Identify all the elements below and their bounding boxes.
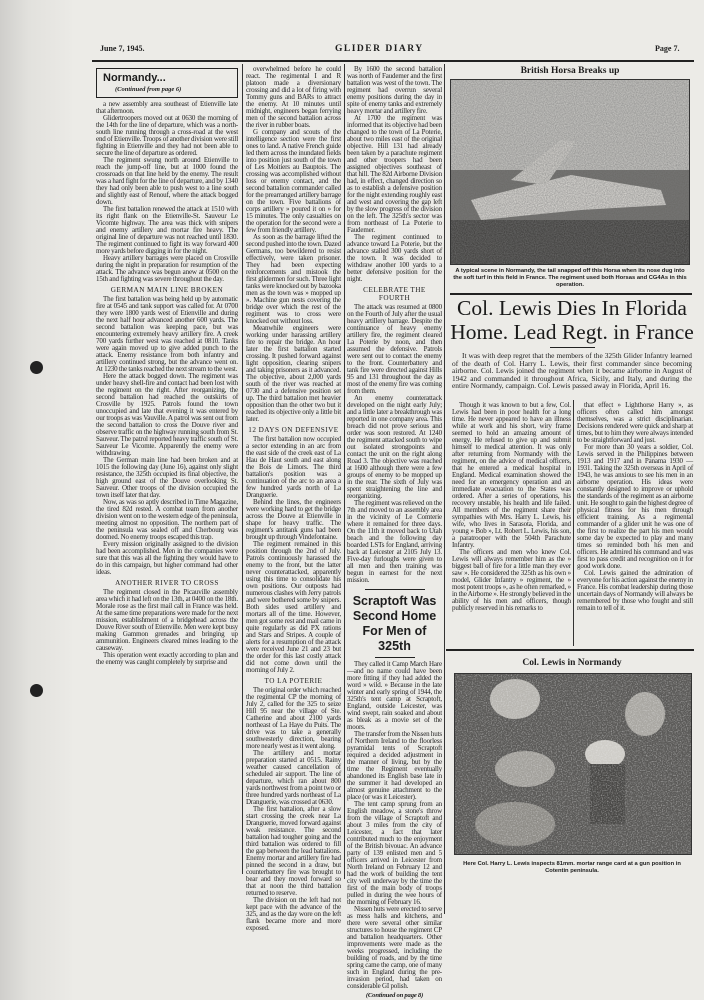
horsa-glider-photo bbox=[450, 79, 690, 265]
paragraph: As soon as the barrage lifted the second pushed into the town. Dazed Germans, too bewildered to resist effectively, were taken prisoner. They had been expecting reinforcements and mistook the first glidermen for such. Three light tanks were knocked out by bazooka men as the town was » mopped up ». Machine gun nests covering the bridge over which the rest of the regiment was to cross were knocked out without loss. bbox=[246, 233, 341, 325]
paragraph: For more than 30 years a soldier, Col. Lewis served in the Philippines between 1913 and 1917 and in Panama 1930 — 1931. Taking the 325th overseas in April of 1943, he was anxious to see his men in an airborne operation. His ideas were constantly designed to improve or uphold the standards of the regiment as an airborne unit. He sought to gain the highest degree of physical fitness for his men through efficient training. As a regimental commander of a glider unit he was one of the first to realize the part his men would some day be expected to play and many times so reminded both his men and officers. He admired his command and was first to pass credit and recognition on it for good work done. bbox=[577, 443, 693, 570]
lewis-lead: It was with deep regret that the members of the 325th Glider Infantry learned of the death of Col. Harry L. Lewis, their first commander since becoming airborne. Col. Lewis joined the regiment when it became airborne in August of 1942 and commanded it throughout Africa, Sicily, and Italy, and during the entire Normandy, campaign. Col. Lewis passed away in Florida, April 16. bbox=[452, 351, 692, 391]
paragraph: Now, as was so aptly described in Time Magazine, the tired 82d rested. A combat team from another division went on to the western edge of the peninsula, meeting almost no opposition. The northern part of the peninsula was sealed off and Cherbourg was doomed. No enemy troops escaped this trap. bbox=[96, 498, 238, 541]
paragraph: The artillery and mortar preparation started at 0515. Rainy weather caused cancellation of scheduled air support. The line of departure, which ran about 800 yards northwest from a point two or three hundred yards northeast of La Dranguerie, was crossed at 0630. bbox=[246, 749, 341, 806]
column-1 bbox=[96, 101, 238, 666]
paragraph: Meanwhile engineers were working under harassing artillery fire to repair the bridge. An hour later the first battalion started crossing. It pushed forward against light opposition, clearing snipers and taking prisoners as it advanced. The objective, about 2,000 yards south of the river was reached at 0730 and a defensive position set up. The third battalion met heavier opposition than the other two but it reached its objective only a little bit later. bbox=[246, 324, 341, 423]
section-heading: TO LA POTERIE bbox=[264, 677, 323, 685]
continued-from: (Continued from page 6) bbox=[115, 86, 182, 93]
column-divider bbox=[242, 64, 243, 874]
paragraph: Nissen huts were erected to serve as mess halls and kitchens, and there were several other similar structures to house the regiment CP and battalion headquarters. Other improvements were made as the weeks progressed, including the building of roads, and by the time spring came the camp, one of many such in England during the pre-invasion period, had taken on considerable GI polish. bbox=[347, 905, 442, 990]
paragraph: At 1700 the regiment was informed that its objective had been changed to the town of La Poterie, about two miles east of the original objective. Hill 131 had already been taken by a parachute regiment and other troopers had been assigned objectives southeast of that hill. The 82d Airborne Division had, in effect, changed direction so as to establish a defensive position for the night extending roughly east and west and covering the gap left by the slow progress of the division on the left. The 325th's sector was from northeast of La Poterie to Faudemer. bbox=[347, 114, 442, 234]
paragraph: The first battalion, after a slow start crossing the creek near La Dranguerie, moved forward against weak resistance. The second battalion had tougher going and the third battalion was ordered to fill the gap between the lead battalions. Enemy mortar and artillery fire had pinned the second in a draw, but counterbattery fire was brought to bear and they moved forward so that at noon the third battalion returned to reserve. bbox=[246, 805, 341, 897]
paragraph: The regiment closed in the Picauville assembly area which it had left on the 13th, at 0400 on the 18th. Morale rose as the first mail call in France was held. At the same time preparations were made for the next mission, establishment of a bridgehead across the Douve River south of Etienville. Men were kept busy making Gammon grenades and bringing up ammunition. Engineers cleared mines leading to the causeway. bbox=[96, 588, 238, 652]
section-rule bbox=[446, 649, 694, 651]
lewis-column-right bbox=[577, 402, 693, 612]
paragraph: overwhelmed before he could react. The regimental I and R platoon made a diversionary crossing and did a lot of firing with Tommy guns and BARs to attract the enemy. At 10 minutes until midnight, engineers began ferrying men of the second battalion across the river in rubber boats. bbox=[246, 65, 341, 129]
paragraph: The first battalion renewed the attack at 1510 with its right flank on the Etienville-St. Sauveur Le Vicomte highway. The area was thick with snipers and enemy artillery and mortar fire heavy. The original line of departure was not reached until 1830. The regiment continued to fight its way forward 400 more yards before digging in for the night. bbox=[96, 205, 238, 255]
photo2-caption: Here Col. Harry L. Lewis inspects 81mm. mortar range card at a gun position in Cotentin peninsula. bbox=[463, 861, 681, 874]
paragraph: They called it Camp March Hare—and no name could have been more fitting if they had added the word » wild. » Because in the late winter and early spring of 1944, the 325th's tent camp at Scraptoft, England, outside Leicester, was wind swept, rain soaked and about as bleak as a movie set of the moors. bbox=[347, 660, 442, 731]
paragraph: Behind the lines, the engineers were working hard to get the bridge across the Douve at Etienville in shape for heavy traffic. The regiment's antitank guns had been brought up through Vindefontaine. bbox=[246, 498, 341, 541]
paragraph: The division on the left had not kept pace with the advance of the 325, and as the day wore on the left flank became more and more exposed. bbox=[246, 896, 341, 932]
photo1-caption: A typical scene in Normandy, the tail snapped off this Horsa when its nose dug into the soft turf in this field in France. The regiment used both Horsas and CG4As in this operation. bbox=[453, 268, 687, 288]
paragraph: An enemy counterattack developed on the night early July; and a little later a breakthrough was reported in one company area. This breach did not prove serious and order was soon restored. At 1240 the regiment attacked south to wipe out isolated strongpoints and contact the unit on the right along Road 3. The objective was reached at 1600 although there were a few groups of enemy to be mopped up in the rear. The sixth of July was spent straightening the line and reorganizing. bbox=[347, 394, 442, 500]
continued-on: (Continued on page 8) bbox=[365, 992, 424, 999]
paragraph: The attack was resumed at 0800 on the Fourth of July after the usual heavy artillery barrage. Despite the continuance of heavy enemy artillery fire, the regiment cleared La Poterie by noon, and then assumed the defensive. Patrols were sent out to contact the enemy to the front. Counterbattery and tank fire were directed against Hills 95 and 131 throughout the day as most of the enemy fire was coming from them. bbox=[347, 303, 442, 395]
section-heading: CELEBRATE THE FOURTH bbox=[363, 286, 426, 302]
paragraph: The tent camp sprung from an English meadow, a stone's throw from the village of Scraptoft and about 3 miles from the city of Leicester, a fact that later contributed much to the enjoyment of the British bivouac. An advance party of 139 enlisted men and 5 officers arrived in Leicester from North Ireland on February 12 and had the work of building the tent city well underway by the time the first of the main body of troops pulled in during the wee hours of the morning of February 16. bbox=[347, 800, 442, 906]
binder-hole bbox=[30, 684, 43, 697]
header-rule bbox=[92, 60, 694, 62]
paragraph: G company and scouts of the intelligence section were the first ones to land. A native French guide led them across the inundated fields into position just south of the town of Les Moitiers au Bauptois. The crossing was accomplished without loss or enemy contact, and the second battalion commander called for the prearranged artillery barrage on the town. Five battalions of corps artillery » poured it on » for 15 minutes. The only casualties on the operation for the second were a few from friendly artillery. bbox=[246, 128, 341, 234]
paragraph: This operation went exactly according to plan and the enemy was caught completely by surprise and bbox=[96, 651, 238, 666]
section-heading: ANOTHER RIVER TO CROSS bbox=[115, 579, 219, 587]
paragraph: Here the attack bogged down. The regiment was under heavy shell-fire and contact had been lost with the regiment on the right. After reorganizing, the second battalion had reached the outskirts of Crosville by 1925. Patrols found the town unoccupied and late that evening it was entered by our troops as was Vauville. A patrol was sent out from the second battalion to cross the Douve river and observe traffic on the highway running south from St. Sauveur. The patrol reported heavy traffic south of St. Sauveur Le Vicomte. Apparently the enemy were withdrawing. bbox=[96, 372, 238, 457]
issue-date: June 7, 1945. bbox=[100, 44, 145, 53]
column-3-story bbox=[347, 66, 442, 584]
continued-box bbox=[96, 68, 238, 98]
paragraph: Glidertroopers moved out at 0630 the morning of the 14th for the line of departure, which was a north-south line running through a cross-road at the west end of Etienville. Troops of another division were still fighting in Etienville and they had not been able to secure the line of departure as ordered. bbox=[96, 114, 238, 157]
scan-margin bbox=[0, 0, 72, 1000]
paragraph: Every mission originally assigned to the division had been accomplished. Men in the companies were sure that this was all the fighting they would have to do in this campaign, but higher command had other ideas. bbox=[96, 540, 238, 576]
section-heading: GERMAN MAIN LINE BROKEN bbox=[110, 286, 224, 294]
paragraph: The first battalion was being held up by automatic fire at 0545 and tank support was called for. At 0700 they were 1800 yards west of Etienville and during the next half hour advanced another 600 yards. The second battalion was keeping pace, but was encountering extremely heavy artillery fire. A creek 700 yards further west was reached at 0810. Tanks were again moved up to give added punch to the attack. Enemy resistance from both infantry and artillery continued strong, but the advance went on. At 1230 the tanks reached the next stream to the west. bbox=[96, 295, 238, 373]
binder-hole bbox=[30, 361, 43, 374]
paragraph: a new assembly area southeast of Etienville late that afternoon. bbox=[96, 100, 238, 115]
paragraph: The regiment was relieved on the 7th and moved to an assembly area in the vicinity of Le Comterie where it remained for three days. On the 11th it moved back to Utah beach and the following day boarded LSTs for England, arriving back at Leicester at 2105 July 13. Five-day furloughs were given to all men and then training was begun in earnest for the next mission. bbox=[347, 499, 442, 584]
paragraph: Though it was known to but a few, Col. Lewis had been in poor health for a long time. He never appeared to have an illness while at work and his short, wiry frame seemed to hold an amazing amount of energy. He refused to give up and submit himself to medical attention. It was only after returning from Normandy with the regiment, on the advice of medical officers, that he entered a medical hospital in England. Medical examination showed the need for an emergency operation and an immediate evacuation to the States was ordered. After a series of operations, his recovery unstable, his health and life failed. All members of the regiment share their sympathies with Mrs. Harry L. Lewis, his wife, who lives in Sarasota, Florida, and young » Bob », Lt. Robert L. Lewis, his son, a paratrooper with the 504th Parachute Infantry. bbox=[452, 401, 571, 549]
photo2-title: Col. Lewis in Normandy bbox=[522, 658, 622, 668]
column-divider bbox=[344, 64, 345, 879]
scraptoft-headline: Scraptoft Was Second Home For Men of 325th bbox=[352, 594, 437, 653]
column-2 bbox=[246, 66, 341, 932]
scraptoft-story bbox=[347, 661, 442, 990]
column-divider bbox=[573, 400, 574, 646]
paragraph: Col. Lewis gained the admiration of everyone for his action against the enemy in France. His combat leadership during those uncertain days of Normandy will always be remembered by those who fought and still remain to tell of it. bbox=[577, 569, 693, 612]
paragraph: The transfer from the Nissen huts of Northern Ireland to the floorless pyramidal tents of Scraptoft required a decided adjustment in the manner of living, but by the time the Regiment eventually abandoned its English base late in the summer it had developed an almost genuine attachment to the place (or was it Leicester). bbox=[347, 730, 442, 801]
lewis-column-left bbox=[452, 402, 571, 612]
paragraph: The regiment swung north around Etienville to reach the jump-off line, but at 1000 found the crossroads on that line held by the enemy. The result was a hard fight for the line of departure, and by 1340 they had only been able to push west to a line south and slightly east of Renouf, where the attack bogged down. bbox=[96, 156, 238, 206]
photo1-title: British Horsa Breaks up bbox=[520, 66, 620, 76]
continued-title: Normandy... bbox=[103, 72, 166, 84]
paragraph: The officers and men who knew Col. Lewis will always remember him as the » biggest ball of fire for a little man they ever saw ». He considered the 325th as his own » model, Glider Infantry » regiment, the » most potent troops », as he often remarked, » in the Airborne ». He strongly believed in the ability of his men and officers, though publicly reserved in his remarks to bbox=[452, 548, 571, 612]
paragraph: The regiment continued to advance toward La Poterie, but the advance stalled 300 yards short of the town. It was decided to withdraw another 100 yards to a better defensive position for the night. bbox=[347, 233, 442, 283]
paragraph: The German main line had been broken and at 1015 the following day (June 16), against only slight resistance, the 325th occupied its final objective, the high ground east of the Douve overlooking St. Sauveur. Other troops of the division occupied the town itself later that day. bbox=[96, 456, 238, 499]
divider bbox=[375, 657, 415, 658]
paragraph: By 1600 the second battalion was north of Faudemer and the first battalion was west of the town. The regiment had overrun several enemy positions during the day in spite of enemy tanks and extremely heavy mortar and artillery fire. bbox=[347, 65, 442, 115]
col-lewis-photo bbox=[454, 673, 692, 855]
paragraph: The original order which reached the regimental CP the morning of July 2, called for the 325 to seize Hill 95 near the village of Ste. Catherine and about 2100 yards northeast of La Haye du Puits. The drive was to take a generally southwesterly direction, bearing more nearly west as it went along. bbox=[246, 686, 341, 750]
column-divider bbox=[444, 64, 445, 914]
paragraph: Heavy artillery barrages were placed on Crosville during the night in preparation for resumption of the attack. The advance was begun anew at 0500 on the 15th and fighting was severe throughout the day. bbox=[96, 254, 238, 283]
paragraph: that effect » Lighthorse Harry », as officers often called him amongst themselves, was a strict disciplinarian. Decisions rendered were quick and sharp at times, but to him they were always intended to be straightforward and just. bbox=[577, 401, 693, 444]
divider bbox=[365, 589, 425, 590]
section-rule bbox=[450, 293, 692, 295]
section-heading: 12 DAYS ON DEFENSIVE bbox=[248, 426, 339, 434]
divider bbox=[550, 347, 595, 348]
paragraph: The regiment remained in this position through the 2nd of July. Patrols continuously harassed the enemy to the front, but the latter never counterattacked, apparently using this time to consolidate his own positions. Our outposts had numerous clashes with Jerry patrols and were bothered some by snipers. Both sides used artillery and mortars all of the time. However, men got some rest and mail came in quite regularly as did PX rations and Stars and Stripes. A couple of alerts for a resumption of the attack were received June 21 and 23 but the order for this last costly attack did not come down until the morning of July 2. bbox=[246, 540, 341, 674]
lewis-headline: Col. Lewis Dies In Florida Home. Lead Regt. in France bbox=[450, 296, 694, 344]
page-number: Page 7. bbox=[655, 44, 680, 53]
masthead-title: GLIDER DIARY bbox=[335, 44, 424, 54]
column-3 bbox=[347, 66, 442, 1000]
paragraph: The first battalion now occupied a sector extending in an arc from the east side of the creek east of La Hau de Haut south and east along the Bois de Limors. The third battalion's position was a continuation of the arc to an area a few hundred yards north of La Dranguerie. bbox=[246, 435, 341, 499]
